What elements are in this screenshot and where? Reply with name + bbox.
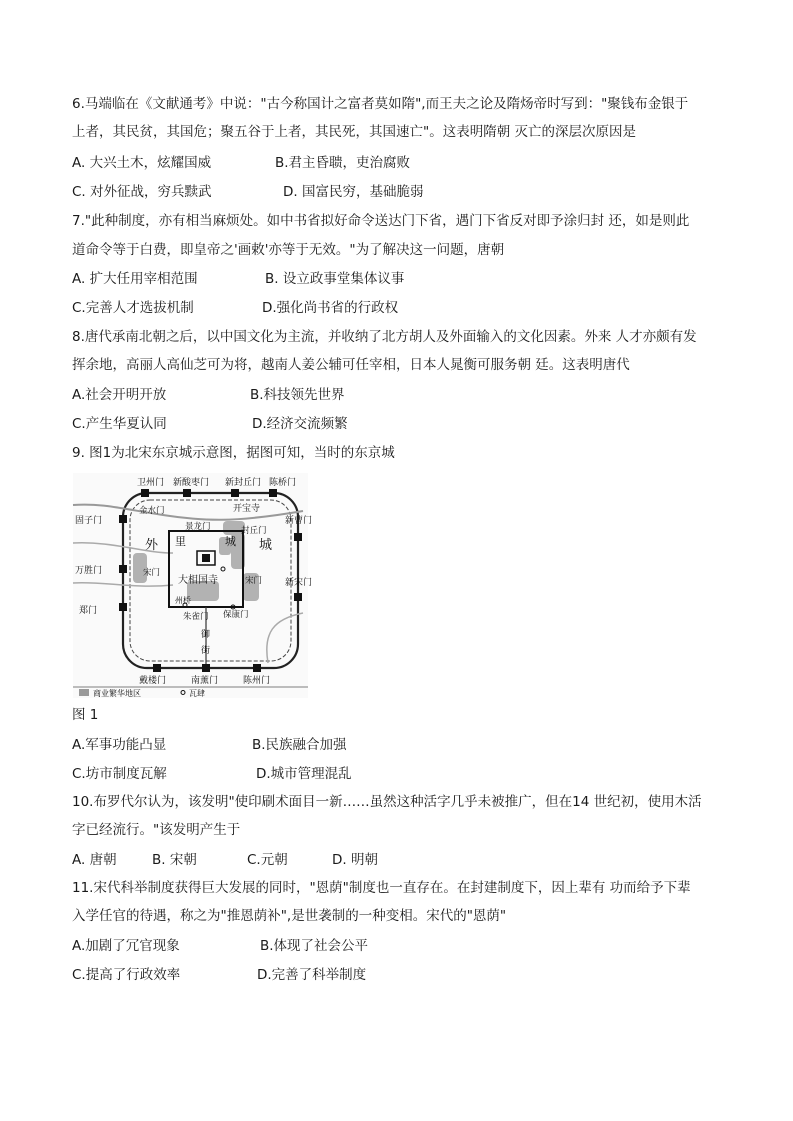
q8-stem-line1: 8.唐代承南北朝之后，以中国文化为主流，并收纳了北方胡人及外面输入的文化因素。外来 人才亦颇有发 [72,329,697,345]
q10-option-d: D. 明朝 [332,852,378,868]
q7-stem-line1: 7."此种制度，亦有相当麻烦处。如中书省拟好命令送达门下省，遇门下省反对即予涂归封 还，如是则此 [72,213,690,229]
q8-option-c: C.产生华夏认同 [72,416,167,432]
gate-fengqiu: 封丘门 [241,526,267,536]
q9-option-a: A.军事功能凸显 [72,737,167,753]
gate-dailou: 戴楼门 [139,676,167,686]
q10-stem-line2: 字已经流行。"该发明产生于 [72,822,241,838]
q8-option-d: D.经济交流频繁 [252,416,348,432]
label-daxiangguo: 大相国寺 [178,575,218,586]
q7-stem-line2: 道命令等于白费，即皇帝之'画敕'亦等于无效。"为了解决这一问题，唐朝 [72,242,505,258]
label-zhouqiao: 州桥 [175,596,191,605]
gate-song-east: 宋门 [245,576,263,586]
gate-jinglong: 景龙门 [185,522,211,532]
label-li: 里 [175,535,186,548]
q11-option-d: D.完善了科举制度 [257,967,367,983]
q9-option-c: C.坊市制度瓦解 [72,766,167,782]
gate-nanxun: 南薰门 [191,676,219,686]
q11-option-b: B.体现了社会公平 [260,938,369,954]
q9-option-b: B.民族融合加强 [252,737,347,753]
q6-option-c: C. 对外征战，穷兵黩武 [72,184,212,200]
q11-option-a: A.加剧了冗官现象 [72,938,180,954]
dongjing-city-map [73,473,313,698]
q7-option-b: B. 设立政事堂集体议事 [265,271,405,287]
gate-xinsong: 新宋门 [285,578,313,588]
label-kaibao: 开宝寺 [233,504,261,514]
q8-stem-line2: 挥余地，高丽人高仙芝可为将，越南人姜公辅可任宰相，日本人晁衡可服务朝 廷。这表明唐代 [72,357,630,373]
gate-chenqiao: 陈桥门 [269,478,297,488]
q7-option-d: D.强化尚书省的行政权 [262,300,399,316]
q10-option-a: A. 唐朝 [72,852,117,868]
q6-option-b: B.君主昏聩，吏治腐败 [275,155,411,171]
gate-song-west: 宋门 [143,568,161,578]
legend-commerce-swatch [79,689,89,696]
q11-stem-line1: 11.宋代科举制度获得巨大发展的同时，"恩荫"制度也一直存在。在封建制度下，因上辈有 功而给予下辈 [72,880,691,896]
q9-option-d: D.城市管理混乱 [256,766,352,782]
gate-xinfengqiu: 新封丘门 [225,478,262,488]
gate-jinshui: 金水门 [139,506,165,516]
label-yujie-1: 御 [201,630,211,640]
gate-chenzhou: 陈州门 [243,676,271,686]
q10-option-b: B. 宋朝 [152,852,197,868]
q7-option-c: C.完善人才选拔机制 [72,300,194,316]
gate-xincao: 新曹门 [285,516,313,526]
q11-option-c: C.提高了行政效率 [72,967,181,983]
label-outer-cheng: 城 [259,538,273,553]
q6-stem-line1: 6.马端临在《文献通考》中说："古今称国计之富者莫如隋",而王夫之论及隋炀帝时写到："聚钱布金银于 [72,96,689,112]
q6-option-d: D. 国富民穷，基础脆弱 [283,184,424,200]
gate-weizhou: 卫州门 [137,478,165,488]
q8-option-a: A.社会开明开放 [72,387,167,403]
q11-stem-line2: 入学任官的待遇，称之为"推恩荫补",是世袭制的一种变相。宋代的"恩荫" [72,908,507,924]
label-inner-cheng: 城 [225,535,236,548]
gate-baokang: 保康门 [223,610,249,620]
q8-option-b: B.科技领先世界 [250,387,345,403]
q10-option-c: C.元朝 [247,852,288,868]
label-outer-wai: 外 [145,538,159,553]
legend-wasi-label: 瓦肆 [189,689,205,698]
q6-stem-line2: 上者，其民贫，其国危；聚五谷于上者，其民死，其国速亡"。这表明隋朝 灭亡的深层次原因是 [72,124,636,140]
gate-guzi: 固子门 [75,516,103,526]
gate-wansheng: 万胜门 [75,566,103,576]
label-zhuque: 朱雀门 [183,612,209,622]
gate-zheng: 郑门 [79,606,98,616]
gate-xinsuanzao: 新酸枣门 [173,478,210,488]
label-yujie-2: 街 [201,646,211,656]
q10-stem-line1: 10.布罗代尔认为，该发明"使印刷术面目一新……虽然这种活字几乎未被推广，但在14 世纪初，使用木活 [72,794,702,810]
legend-commerce-label: 商业繁华地区 [93,689,141,698]
q7-option-a: A. 扩大任用宰相范围 [72,271,198,287]
q9-figure-caption: 图 1 [72,707,99,723]
q9-stem: 9. 图1为北宋东京城示意图，据图可知，当时的东京城 [72,445,395,461]
q6-option-a: A. 大兴土木，炫耀国威 [72,155,212,171]
